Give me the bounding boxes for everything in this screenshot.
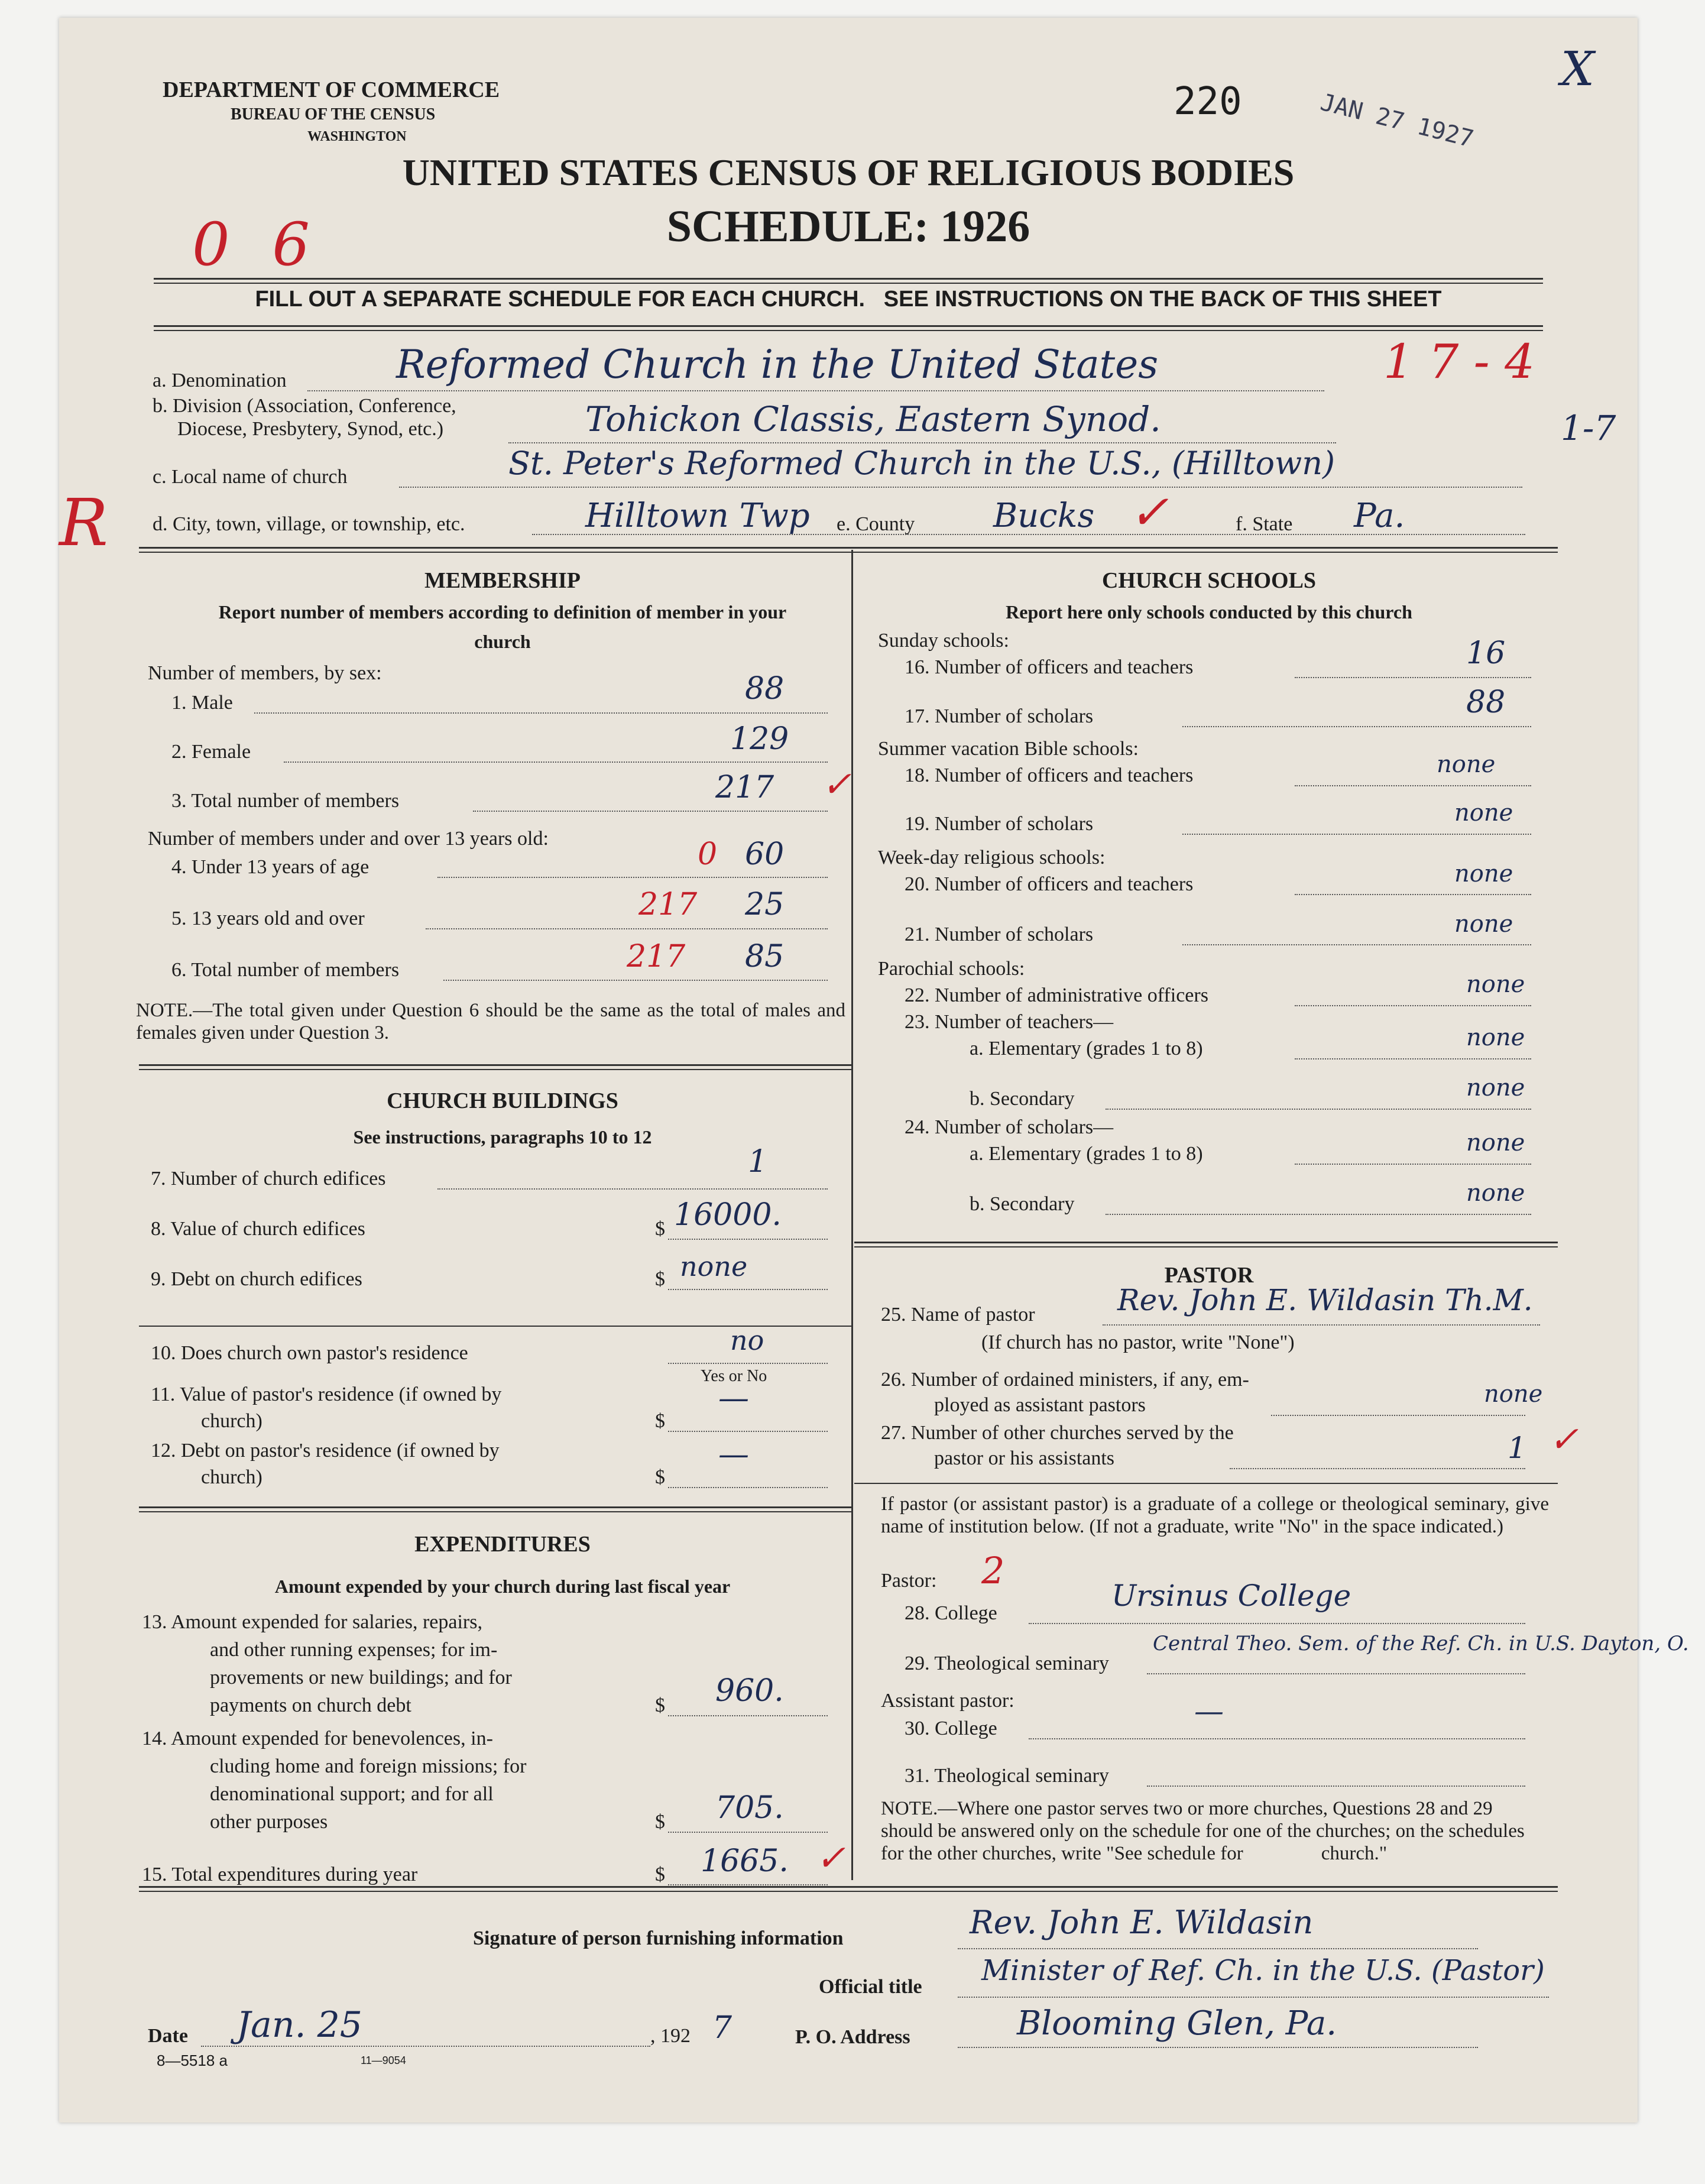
city-name: WASHINGTON <box>307 129 407 144</box>
parochial-admin-label: 22. Number of administrative officers <box>905 984 1208 1006</box>
column-divider <box>851 550 853 1880</box>
division-value: Tohickon Classis, Eastern Synod. <box>585 399 1161 439</box>
pastor-seminary-line <box>1147 1673 1525 1674</box>
over-13-line <box>426 928 828 929</box>
under-13-red-value: 0 <box>698 837 718 872</box>
expenditures-subtitle: Amount expended by your church during last fiscal year <box>274 1576 731 1597</box>
sunday-schools-label: Sunday schools: <box>878 630 1009 652</box>
county-value: Bucks <box>993 497 1095 535</box>
header-rule-top <box>154 278 1543 284</box>
teachers-secondary-label: b. Secondary <box>970 1088 1075 1110</box>
parochial-scholars-label: 24. Number of scholars— <box>905 1116 1114 1138</box>
summer-scholars-line <box>1182 834 1531 835</box>
edifices-debt-line <box>668 1289 828 1290</box>
assistant-seminary-label: 31. Theological seminary <box>905 1765 1109 1787</box>
membership-title: MEMBERSHIP <box>424 568 581 593</box>
male-label: 1. Male <box>171 692 233 714</box>
total-expenditures-dollar: $ <box>655 1864 665 1885</box>
benevolences-value: 705. <box>715 1790 784 1826</box>
under-13-label: 4. Under 13 years of age <box>171 856 369 878</box>
date-line <box>201 2046 650 2047</box>
signature-label: Signature of person furnishing information <box>473 1927 844 1949</box>
owns-residence-value: no <box>730 1324 764 1356</box>
assistant-pastor-label: Assistant pastor: <box>881 1690 1014 1712</box>
scholars-secondary-value: none <box>1466 1180 1525 1207</box>
total-members-value: 217 <box>715 770 774 805</box>
running-expenses-line-2: and other running expenses; for im- <box>210 1639 498 1661</box>
weekday-officers-line <box>1295 894 1531 895</box>
residence-value-dollar: $ <box>655 1410 665 1432</box>
pastor-red-mark: 2 <box>981 1549 1005 1592</box>
female-line <box>284 762 828 763</box>
total-expenditures-value: 1665. <box>701 1843 789 1879</box>
female-label: 2. Female <box>171 741 251 763</box>
owns-residence-line <box>668 1363 828 1364</box>
teachers-secondary-line <box>1106 1109 1531 1110</box>
assistant-pastors-label-2: ployed as assistant pastors <box>934 1394 1146 1416</box>
pastor-name-label: 25. Name of pastor <box>881 1304 1035 1326</box>
department-name: DEPARTMENT OF COMMERCE <box>163 77 500 102</box>
instruction-line: FILL OUT A SEPARATE SCHEDULE FOR EACH CHURCH. SEE INSTRUCTIONS ON THE BACK OF THIS SHEET <box>255 287 1442 312</box>
expenditures-title: EXPENDITURES <box>414 1532 591 1557</box>
residence-debt-line <box>668 1487 828 1488</box>
buildings-subtitle: See instructions, paragraphs 10 to 12 <box>353 1126 652 1148</box>
section-rule-top <box>139 547 1558 553</box>
other-churches-label-1: 27. Number of other churches served by the <box>881 1422 1234 1444</box>
signature-line <box>958 1948 1478 1949</box>
state-value: Pa. <box>1354 497 1405 535</box>
sunday-scholars-label: 17. Number of scholars <box>905 705 1094 727</box>
division-label-2: Diocese, Presbytery, Synod, etc.) <box>177 418 444 440</box>
form-number: 220 <box>1174 80 1242 124</box>
residence-value-label-1: 11. Value of pastor's residence (if owned by <box>151 1383 502 1405</box>
total-by-age-value: 85 <box>745 939 785 974</box>
division-label-1: b. Division (Association, Conference, <box>153 395 456 417</box>
denomination-code: 1 7 - 4 <box>1383 334 1535 389</box>
yes-or-no-hint: Yes or No <box>701 1367 767 1385</box>
scholars-secondary-label: b. Secondary <box>970 1193 1075 1215</box>
pastor-inner-rule <box>854 1483 1558 1484</box>
assistant-college-value: — <box>1194 1694 1224 1728</box>
sunday-scholars-value: 88 <box>1466 685 1506 720</box>
page-title: UNITED STATES CENSUS OF RELIGIOUS BODIES <box>402 151 1295 193</box>
residence-value-label-2: church) <box>201 1410 262 1432</box>
by-sex-label: Number of members, by sex: <box>148 662 382 684</box>
graduate-note: If pastor (or assistant pastor) is a graduate of a college or theological seminary, give name of institution below. (If not a graduate, write "No" in the space indicated.) <box>881 1493 1549 1537</box>
sunday-scholars-line <box>1182 726 1531 727</box>
pastor-rule <box>854 1242 1558 1247</box>
parochial-teachers-label: 23. Number of teachers— <box>905 1011 1114 1033</box>
state-label: f. State <box>1236 513 1293 535</box>
residence-value-line <box>668 1431 828 1432</box>
red-code: 0 6 <box>192 210 322 279</box>
running-expenses-line-4: payments on church debt <box>210 1694 411 1716</box>
under-13-line <box>437 877 828 878</box>
po-address-label: P. O. Address <box>795 2026 910 2048</box>
schools-subtitle: Report here only schools conducted by this church <box>1006 601 1412 623</box>
benevolences-line-3: denominational support; and for all <box>210 1783 494 1805</box>
over-13-label: 5. 13 years old and over <box>171 908 365 929</box>
pastor-college-line <box>1029 1623 1525 1624</box>
owns-residence-label: 10. Does church own pastor's residence <box>151 1342 468 1364</box>
residence-debt-dollar: $ <box>655 1466 665 1488</box>
membership-subtitle: Report number of members according to definition of member in your church <box>218 601 787 652</box>
scholars-elementary-line <box>1295 1164 1531 1165</box>
buildings-rule <box>139 1064 851 1070</box>
total-expenditures-label: 15. Total expenditures during year <box>142 1864 418 1885</box>
residence-debt-value: — <box>718 1437 749 1472</box>
under-13-value: 60 <box>745 837 785 872</box>
other-churches-value: 1 <box>1508 1431 1526 1465</box>
total-expenditures-check: ✓ <box>816 1838 846 1879</box>
pastor-note: NOTE.—Where one pastor serves two or more churches, Questions 28 and 29 should be answered only on the schedule for one of the churches; on the schedules for the other churches, write "See schedule for church." <box>881 1798 1529 1864</box>
benevolences-line-2: cluding home and foreign missions; for <box>210 1755 527 1777</box>
assistant-pastors-value: none <box>1484 1381 1543 1408</box>
census-schedule-sheet <box>59 18 1689 2123</box>
pastor-section-label: Pastor: <box>881 1570 937 1592</box>
church-name-line <box>399 487 1522 488</box>
edifices-debt-label: 9. Debt on church edifices <box>151 1268 362 1290</box>
summer-officers-line <box>1295 785 1531 786</box>
pastor-college-label: 28. College <box>905 1602 997 1624</box>
assistant-seminary-line <box>1147 1786 1525 1787</box>
summer-officers-value: none <box>1437 751 1496 778</box>
po-address-value: Blooming Glen, Pa. <box>1017 2004 1337 2043</box>
edifices-debt-value: none <box>680 1250 748 1282</box>
edifices-count-line <box>437 1188 828 1190</box>
weekday-officers-value: none <box>1454 860 1513 887</box>
male-value: 88 <box>745 671 785 707</box>
date-year-digit: 7 <box>712 2010 732 2046</box>
location-line <box>532 534 1525 535</box>
sunday-officers-label: 16. Number of officers and teachers <box>905 656 1194 678</box>
weekday-scholars-line <box>1182 944 1531 945</box>
pastor-seminary-value: Central Theo. Sem. of the Ref. Ch. in U.S. Dayton, O. <box>1153 1632 1689 1655</box>
assistant-pastors-line <box>1271 1415 1525 1416</box>
other-churches-line <box>1230 1468 1525 1469</box>
benevolences-dollar: $ <box>655 1811 665 1833</box>
church-name-label: c. Local name of church <box>153 466 348 488</box>
total-members-check: ✓ <box>822 764 852 805</box>
date-label: Date <box>148 2025 188 2047</box>
scholars-elementary-value: none <box>1466 1129 1525 1156</box>
pastor-name-line <box>1103 1324 1540 1326</box>
pastor-title: PASTOR <box>1164 1263 1254 1288</box>
total-by-age-line <box>443 980 828 981</box>
pastor-seminary-label: 29. Theological seminary <box>905 1652 1109 1674</box>
bureau-name: BUREAU OF THE CENSUS <box>231 105 436 124</box>
summer-schools-label: Summer vacation Bible schools: <box>878 738 1139 760</box>
scholars-secondary-line <box>1106 1214 1531 1215</box>
weekday-scholars-label: 21. Number of scholars <box>905 923 1094 945</box>
female-value: 129 <box>730 721 789 757</box>
running-expenses-line-1: 13. Amount expended for salaries, repairs, <box>142 1611 482 1633</box>
membership-note: NOTE.—The total given under Question 6 should be the same as the total of males and females given under Question 3. <box>136 1000 845 1044</box>
residence-debt-label-1: 12. Debt on pastor's residence (if owned by <box>151 1440 500 1462</box>
running-expenses-line-3: provements or new buildings; and for <box>210 1667 512 1689</box>
print-code: 11—9054 <box>361 2055 406 2066</box>
assistant-pastors-label-1: 26. Number of ordained ministers, if any, em- <box>881 1369 1249 1391</box>
signature-value: Rev. John E. Wildasin <box>970 1904 1314 1941</box>
date-value: Jan. 25 <box>236 2004 362 2046</box>
benevolences-line-4: other purposes <box>210 1811 328 1833</box>
denomination-label: a. Denomination <box>153 370 287 391</box>
po-address-line <box>958 2047 1478 2048</box>
form-code: 8—5518 a <box>157 2052 228 2069</box>
benevolences-line <box>668 1832 828 1833</box>
other-churches-label-2: pastor or his assistants <box>934 1447 1115 1469</box>
header-rule-bottom <box>154 325 1543 331</box>
division-code: 1-7 <box>1561 408 1616 448</box>
total-by-age-red-value: 217 <box>627 939 686 974</box>
teachers-elementary-value: none <box>1466 1024 1525 1051</box>
benevolences-line-1: 14. Amount expended for benevolences, in- <box>142 1728 493 1749</box>
red-r-mark: R <box>59 485 108 560</box>
edifices-value-label: 8. Value of church edifices <box>151 1218 365 1240</box>
received-date-stamp: JAN 27 1927 <box>1317 89 1477 153</box>
parochial-admin-value: none <box>1466 971 1525 998</box>
pastor-name-note: (If church has no pastor, write "None") <box>981 1331 1295 1353</box>
sunday-officers-value: 16 <box>1466 636 1506 671</box>
residence-value-value: — <box>718 1381 749 1416</box>
teachers-elementary-label: a. Elementary (grades 1 to 8) <box>970 1038 1203 1059</box>
summer-scholars-label: 19. Number of scholars <box>905 813 1094 835</box>
official-title-label: Official title <box>819 1976 922 1998</box>
total-by-age-label: 6. Total number of members <box>171 959 400 981</box>
teachers-elementary-line <box>1295 1058 1531 1059</box>
buildings-title: CHURCH BUILDINGS <box>387 1088 618 1113</box>
running-expenses-dollar: $ <box>655 1694 665 1716</box>
summer-officers-label: 18. Number of officers and teachers <box>905 764 1194 786</box>
weekday-officers-label: 20. Number of officers and teachers <box>905 873 1194 895</box>
denomination-line <box>307 390 1324 391</box>
edifices-count-value: 1 <box>748 1144 768 1180</box>
parochial-admin-line <box>1295 1005 1531 1006</box>
date-year-prefix: , 192 <box>650 2025 691 2047</box>
corner-mark: X <box>1561 41 1594 96</box>
parochial-schools-label: Parochial schools: <box>878 958 1025 980</box>
edifices-debt-dollar: $ <box>655 1268 665 1290</box>
signature-rule <box>139 1886 1558 1892</box>
edifices-value-line <box>668 1239 828 1240</box>
weekday-scholars-value: none <box>1454 910 1513 938</box>
running-expenses-line <box>668 1715 828 1716</box>
over-13-value: 25 <box>745 887 785 922</box>
county-check: ✓ <box>1129 485 1169 540</box>
official-title-line <box>958 1997 1549 1998</box>
division-line <box>508 442 1336 443</box>
summer-scholars-value: none <box>1454 799 1513 827</box>
total-members-line <box>473 811 828 812</box>
teachers-secondary-value: none <box>1466 1074 1525 1101</box>
age-head-label: Number of members under and over 13 years old: <box>148 828 549 850</box>
assistant-college-line <box>1029 1738 1525 1739</box>
weekday-schools-label: Week-day religious schools: <box>878 847 1106 869</box>
scholars-elementary-label: a. Elementary (grades 1 to 8) <box>970 1143 1203 1165</box>
official-title-value: Minister of Ref. Ch. in the U.S. (Pastor) <box>981 1954 1545 1987</box>
other-churches-check: ✓ <box>1549 1419 1579 1460</box>
assistant-college-label: 30. College <box>905 1718 997 1739</box>
over-13-red-value: 217 <box>638 887 698 922</box>
city-label: d. City, town, village, or township, etc. <box>153 513 465 535</box>
denomination-value: Reformed Church in the United States <box>396 342 1159 387</box>
expenditures-rule <box>139 1506 851 1512</box>
schools-title: CHURCH SCHOOLS <box>1101 568 1317 593</box>
church-name-value: St. Peter's Reformed Church in the U.S., (Hilltown) <box>508 445 1336 482</box>
total-expenditures-line <box>668 1884 828 1885</box>
pastor-name-value: Rev. John E. Wildasin Th.M. <box>1117 1283 1533 1317</box>
edifices-value-value: 16000. <box>674 1197 782 1233</box>
sunday-officers-line <box>1295 677 1531 678</box>
city-value: Hilltown Twp <box>585 497 810 535</box>
male-line <box>254 712 828 714</box>
running-expenses-value: 960. <box>715 1673 784 1709</box>
edifices-value-dollar: $ <box>655 1218 665 1240</box>
residence-debt-label-2: church) <box>201 1466 262 1488</box>
county-label: e. County <box>837 513 915 535</box>
schedule-title: SCHEDULE: 1926 <box>666 202 1030 251</box>
total-members-label: 3. Total number of members <box>171 790 400 812</box>
edifices-count-label: 7. Number of church edifices <box>151 1168 386 1190</box>
pastor-college-value: Ursinus College <box>1111 1579 1351 1613</box>
